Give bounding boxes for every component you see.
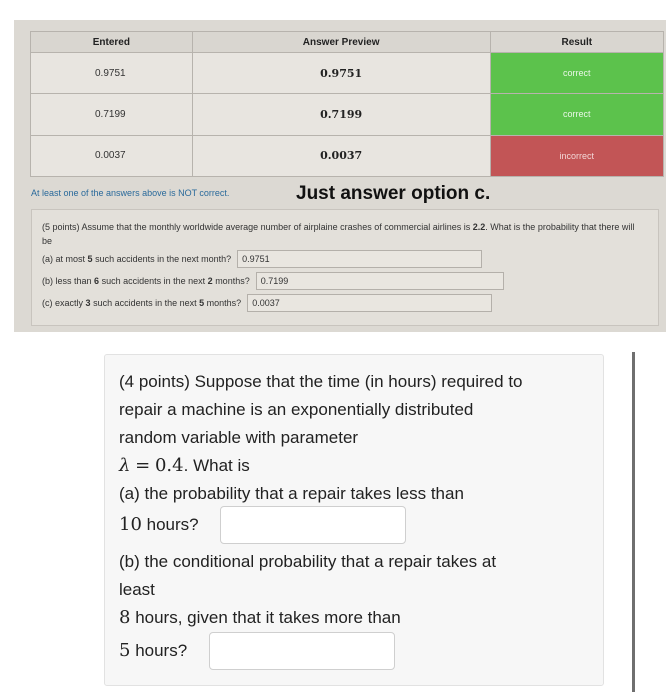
part-a-value: 10 (119, 514, 142, 535)
result-cell: correct (490, 53, 663, 94)
problem-1-points: (5 points) (42, 222, 80, 232)
table-row (31, 53, 664, 94)
part-b-value-2: 5 (119, 640, 131, 661)
preview-cell: 0.0037 (192, 135, 490, 176)
problem-1-question: What is the probability that there will be (42, 222, 635, 246)
part-b-question: (b) the conditional probability that a repair takes at (119, 552, 497, 571)
part-b-count: 6 (94, 276, 100, 286)
problem-2-line-1: (4 points) Suppose that the time (in hours) required to (119, 372, 523, 391)
problem-2-line-2: repair a machine is an exponentially distributed (119, 400, 474, 419)
part-b-months: 2 (207, 276, 213, 286)
entered-cell: 0.7199 (31, 94, 193, 135)
part-a-answer-input[interactable]: 0.9751 (237, 250, 482, 268)
what-is-text: . What is (183, 456, 250, 475)
not-correct-notice: At least one of the answers above is NOT correct. (31, 188, 230, 198)
table-row (31, 135, 664, 176)
problem-1-rate: 2.2 (472, 222, 486, 232)
problem-2-line-3: random variable with parameter (119, 428, 359, 447)
part-c-count: 3 (85, 298, 91, 308)
lambda-symbol: λ (119, 455, 131, 476)
problem-1-box (31, 209, 659, 326)
part-b-text: hours, given that it takes more than (135, 608, 401, 627)
part-c-label: (c) exactly (42, 298, 84, 308)
preview-cell: 0.7199 (192, 94, 490, 135)
problem-1-intro: (5 points) Assume that the monthly worldwide average number of airplaine crashes of commercial airlines is 2.2. What is the probability that there will be (42, 222, 635, 246)
problem-2-card (104, 354, 604, 686)
part-b-text: such accidents in the next (101, 276, 206, 286)
part-a-text: such accidents in the next month? (95, 254, 232, 264)
part-b-question-3 (119, 607, 401, 629)
part-a-hours: hours? (146, 515, 199, 534)
header-entered: Entered (31, 32, 193, 53)
part-c-row (42, 294, 492, 312)
result-cell: correct (490, 94, 663, 135)
entered-cell: 0.9751 (31, 53, 193, 94)
part-c-text: such accidents in the next (93, 298, 197, 308)
part-a-question-2 (119, 514, 199, 536)
part-b-label: (b) less than (42, 276, 92, 286)
part-a-answer-field[interactable] (220, 506, 406, 544)
part-b-value-1: 8 (119, 607, 131, 628)
part-a-count: 5 (87, 254, 93, 264)
part-c-answer-input[interactable]: 0.0037 (247, 294, 492, 312)
part-b-hours: hours? (135, 641, 188, 660)
lambda-line (119, 455, 250, 477)
part-a-question: (a) the probability that a repair takes less than (119, 484, 464, 503)
part-b-question-2: least (119, 580, 155, 599)
part-b-text-2: months? (215, 276, 250, 286)
part-a-label: (a) at most (42, 254, 86, 264)
lambda-value: 0.4 (154, 455, 184, 476)
entered-cell: 0.0037 (31, 135, 193, 176)
handwritten-remark: Just answer option c. (296, 183, 491, 204)
header-answer-preview: Answer Preview (192, 32, 490, 53)
scrollbar[interactable] (632, 352, 635, 692)
part-b-question-4 (119, 640, 187, 662)
part-b-row (42, 272, 504, 290)
part-b-answer-field[interactable] (209, 632, 395, 670)
result-cell: incorrect (490, 135, 663, 176)
equals-sign: = (135, 455, 151, 476)
part-a-row (42, 250, 482, 268)
part-c-text-2: months? (206, 298, 242, 308)
table-row (31, 94, 664, 135)
problem-1-text: Assume that the monthly worldwide average number of airplaine crashes of commercial airlines is (81, 222, 471, 232)
part-b-answer-input[interactable]: 0.7199 (256, 272, 504, 290)
header-result: Result (490, 32, 663, 53)
part-c-months: 5 (199, 298, 205, 308)
preview-cell: 0.9751 (192, 53, 490, 94)
results-table (30, 31, 664, 177)
results-header-row (31, 32, 664, 53)
